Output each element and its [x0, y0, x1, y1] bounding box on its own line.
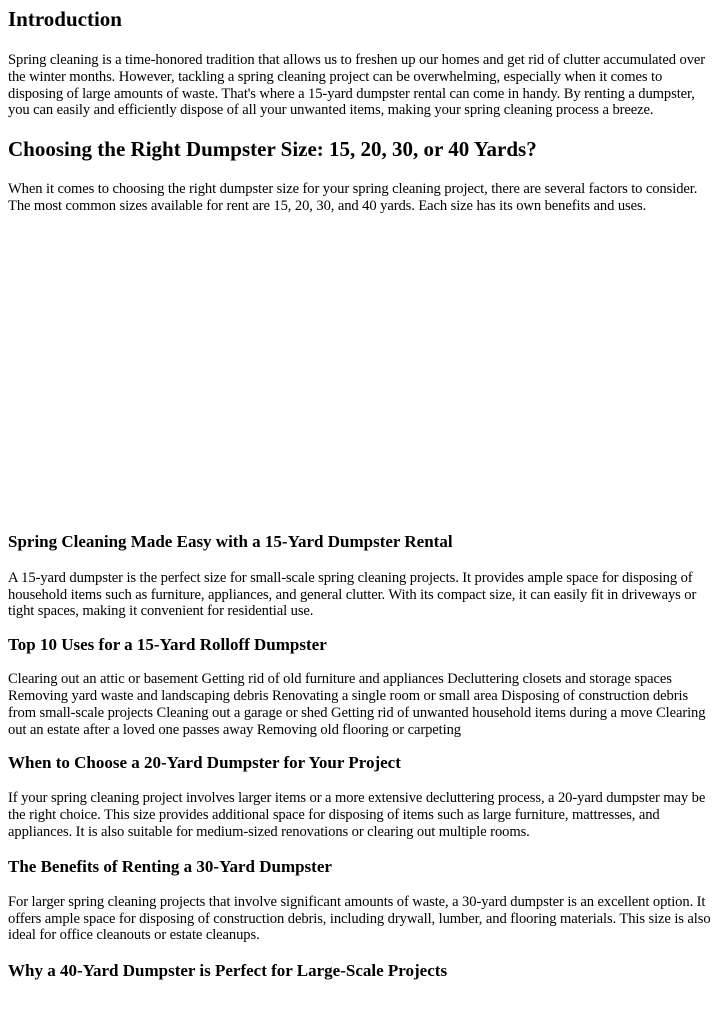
intro-heading: Introduction [8, 7, 122, 31]
thirty-yard-paragraph: For larger spring cleaning projects that involve significant amounts of waste, a 30-yard dumpster is an excellent option. It offers ample space for disposing of construction debris, including drywall, lumber, and flooring materials. This size is also ideal for office cleanouts or estate cleanups. [8, 893, 711, 944]
intro-paragraph: Spring cleaning is a time-honored tradition that allows us to freshen up our homes and get rid of clutter accumulated over the winter months. However, tackling a spring cleaning project can be overwhelming, especially when it comes to disposing of large amounts of waste. That's where a 15-yard dumpster rental can come in handy. By renting a dumpster, you can easily and efficiently dispose of all your unwanted items, making your spring cleaning process a breeze. [8, 52, 706, 119]
easy-heading: Spring Cleaning Made Easy with a 15-Yard Dumpster Rental [8, 531, 453, 551]
size-paragraph: When it comes to choosing the right dumpster size for your spring cleaning project, there are several factors to consider. The most common sizes available for rent are 15, 20, 30, and 40 yards. Each size has its own benefits and uses. [8, 181, 698, 214]
blank-image-area [8, 215, 712, 532]
top10-paragraph: Clearing out an attic or basement Getting rid of old furniture and appliances Decluttering closets and storage spaces Removing yard waste and landscaping debris Renovating a single room or small area Disposing of construction debris from small-scale projects Cleaning out a garage or shed Getting rid of unwanted household items during a move Clearing out an estate after a loved one passes away Removing old flooring or carpeting [8, 671, 706, 738]
easy-paragraph: A 15-yard dumpster is the perfect size for small-scale spring cleaning projects. It provides ample space for disposing of household items such as furniture, appliances, and general clutter. With its compact size, it can easily fit in driveways or tight spaces, making it convenient for residential use. [8, 569, 697, 620]
twenty-yard-paragraph: If your spring cleaning project involves larger items or a more extensive decluttering process, a 20-yard dumpster may be the right choice. This size provides additional space for disposing of items such as large furniture, mattresses, and appliances. It is also suitable for medium-sized renovations or clearing out multiple rooms. [8, 790, 706, 840]
twenty-yard-heading: When to Choose a 20-Yard Dumpster for Your Project [8, 753, 401, 773]
thirty-yard-heading: The Benefits of Renting a 30-Yard Dumpster [8, 856, 332, 876]
size-heading: Choosing the Right Dumpster Size: 15, 20, 30, or 40 Yards? [8, 137, 537, 162]
top10-heading: Top 10 Uses for a 15-Yard Rolloff Dumpster [8, 635, 327, 655]
forty-yard-heading: Why a 40-Yard Dumpster is Perfect for Large-Scale Projects [8, 961, 448, 981]
